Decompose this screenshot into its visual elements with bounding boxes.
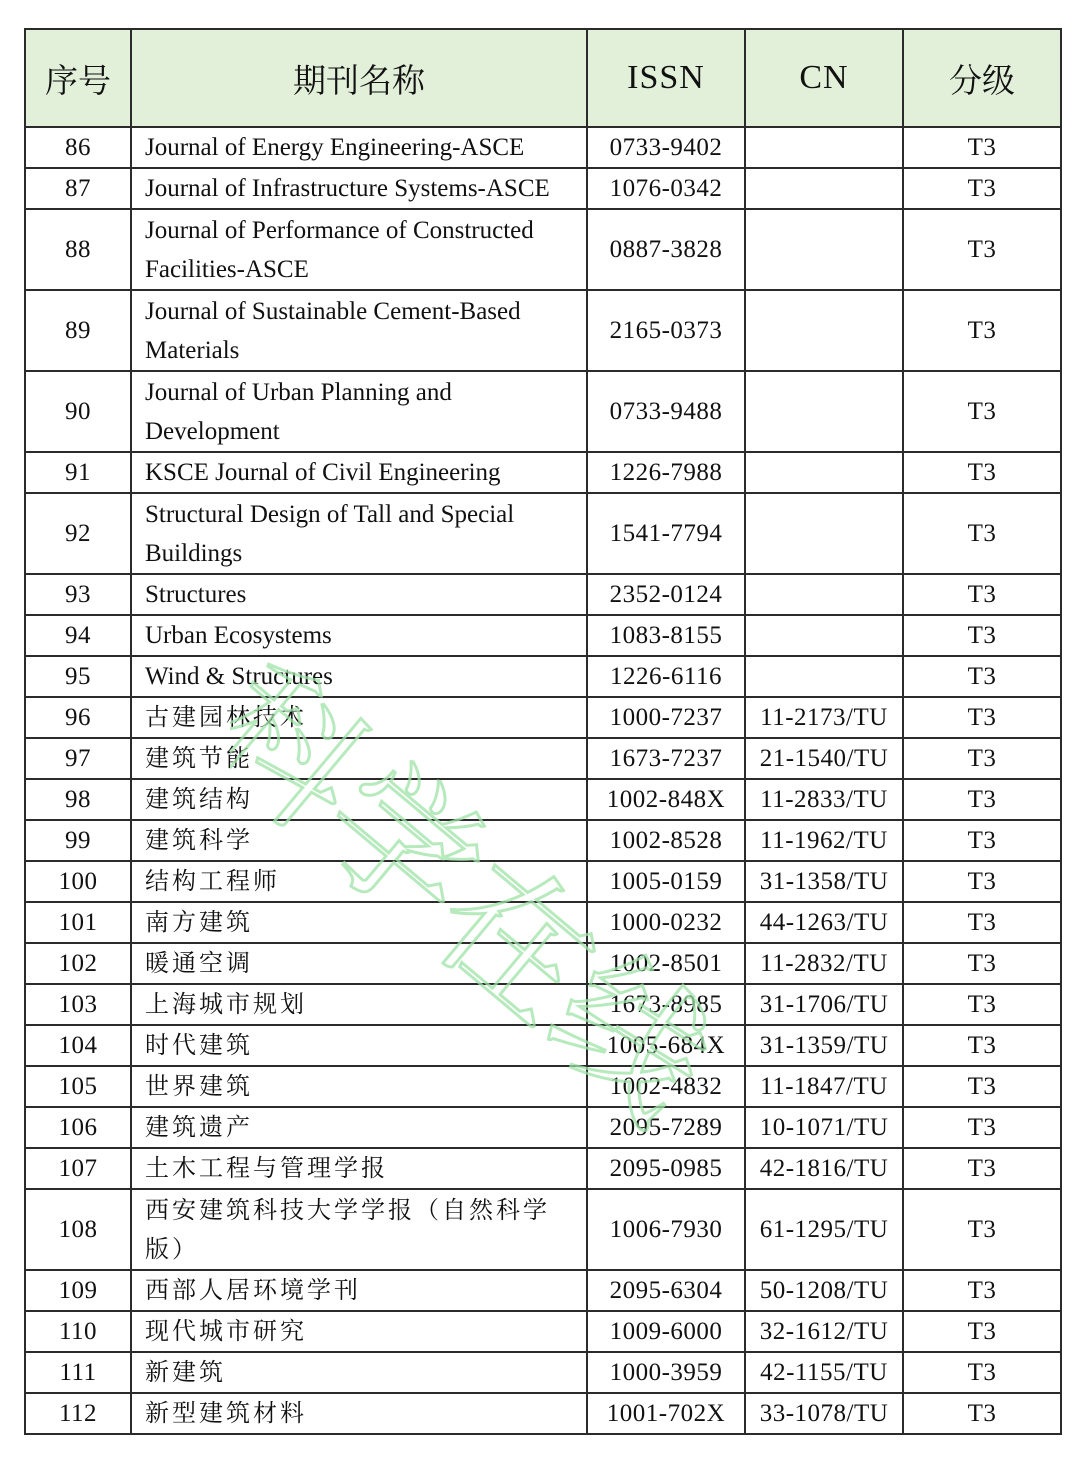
cell-serial-number: 88: [25, 209, 131, 290]
cell-issn: 1002-848X: [587, 779, 745, 820]
cell-issn: 1083-8155: [587, 615, 745, 656]
table-row: [25, 656, 1061, 697]
table-row: [25, 943, 1061, 984]
table-row: [25, 290, 1061, 371]
cell-issn: 1226-6116: [587, 656, 745, 697]
cell-issn: 1076-0342: [587, 168, 745, 209]
cell-serial-number: 97: [25, 738, 131, 779]
cell-tier: T3: [903, 984, 1061, 1025]
cell-tier: T3: [903, 779, 1061, 820]
table-row: [25, 371, 1061, 452]
cell-journal-name: Urban Ecosystems: [131, 615, 587, 656]
cell-serial-number: 98: [25, 779, 131, 820]
cell-issn: 0733-9488: [587, 371, 745, 452]
cell-tier: T3: [903, 943, 1061, 984]
table-row: [25, 615, 1061, 656]
cell-tier: T3: [903, 656, 1061, 697]
cell-issn: 2095-6304: [587, 1270, 745, 1311]
cell-tier: T3: [903, 861, 1061, 902]
cell-issn: 1005-684X: [587, 1025, 745, 1066]
cell-cn: 11-2833/TU: [745, 779, 903, 820]
header-issn: ISSN: [587, 29, 745, 127]
cell-serial-number: 100: [25, 861, 131, 902]
cell-cn: 42-1155/TU: [745, 1352, 903, 1393]
cell-cn: [745, 656, 903, 697]
table-row: [25, 127, 1061, 168]
cell-journal-name: 西部人居环境学刊: [131, 1270, 587, 1311]
cell-journal-name: 古建园林技术: [131, 697, 587, 738]
cell-issn: 2352-0124: [587, 574, 745, 615]
table-row: [25, 697, 1061, 738]
cell-issn: 1000-7237: [587, 697, 745, 738]
cell-cn: 31-1706/TU: [745, 984, 903, 1025]
cell-journal-name: 现代城市研究: [131, 1311, 587, 1352]
header-row: [25, 29, 1061, 127]
table-row: [25, 738, 1061, 779]
cell-tier: T3: [903, 1066, 1061, 1107]
cell-serial-number: 102: [25, 943, 131, 984]
cell-issn: 1000-0232: [587, 902, 745, 943]
journal-table: [24, 28, 1062, 1435]
cell-tier: T3: [903, 574, 1061, 615]
header-serial-number: 序号: [25, 29, 131, 127]
cell-journal-name: 新建筑: [131, 1352, 587, 1393]
header-cn: CN: [745, 29, 903, 127]
cell-serial-number: 104: [25, 1025, 131, 1066]
table-row: [25, 1107, 1061, 1148]
cell-cn: 31-1359/TU: [745, 1025, 903, 1066]
cell-serial-number: 112: [25, 1393, 131, 1434]
cell-tier: T3: [903, 820, 1061, 861]
cell-journal-name: 结构工程师: [131, 861, 587, 902]
table-row: [25, 820, 1061, 861]
cell-issn: 0733-9402: [587, 127, 745, 168]
table-row: [25, 452, 1061, 493]
cell-serial-number: 111: [25, 1352, 131, 1393]
journal-table-sheet: [24, 28, 1060, 1435]
cell-serial-number: 91: [25, 452, 131, 493]
cell-issn: 1541-7794: [587, 493, 745, 574]
cell-issn: 1002-8528: [587, 820, 745, 861]
cell-tier: T3: [903, 1352, 1061, 1393]
table-row: [25, 861, 1061, 902]
cell-tier: T3: [903, 452, 1061, 493]
cell-serial-number: 109: [25, 1270, 131, 1311]
table-row: [25, 902, 1061, 943]
table-row: [25, 493, 1061, 574]
table-row: [25, 1189, 1061, 1270]
cell-cn: [745, 168, 903, 209]
cell-tier: T3: [903, 1311, 1061, 1352]
cell-journal-name: 新型建筑材料: [131, 1393, 587, 1434]
cell-tier: T3: [903, 1148, 1061, 1189]
cell-issn: 1673-8985: [587, 984, 745, 1025]
table-row: [25, 574, 1061, 615]
cell-journal-name: Structural Design of Tall and Special Buildings: [131, 493, 587, 574]
cell-cn: 42-1816/TU: [745, 1148, 903, 1189]
cell-tier: T3: [903, 209, 1061, 290]
table-row: [25, 1352, 1061, 1393]
cell-cn: [745, 452, 903, 493]
cell-cn: [745, 290, 903, 371]
cell-tier: T3: [903, 738, 1061, 779]
cell-serial-number: 105: [25, 1066, 131, 1107]
table-row: [25, 168, 1061, 209]
cell-journal-name: Journal of Urban Planning and Development: [131, 371, 587, 452]
cell-issn: 1226-7988: [587, 452, 745, 493]
cell-journal-name: 南方建筑: [131, 902, 587, 943]
cell-cn: [745, 209, 903, 290]
cell-journal-name: 上海城市规划: [131, 984, 587, 1025]
cell-issn: 1002-8501: [587, 943, 745, 984]
cell-cn: [745, 615, 903, 656]
cell-tier: T3: [903, 493, 1061, 574]
cell-tier: T3: [903, 290, 1061, 371]
cell-serial-number: 106: [25, 1107, 131, 1148]
cell-serial-number: 94: [25, 615, 131, 656]
cell-journal-name: Structures: [131, 574, 587, 615]
cell-journal-name: 世界建筑: [131, 1066, 587, 1107]
cell-serial-number: 110: [25, 1311, 131, 1352]
cell-cn: 33-1078/TU: [745, 1393, 903, 1434]
cell-cn: [745, 574, 903, 615]
cell-tier: T3: [903, 1393, 1061, 1434]
cell-issn: 1000-3959: [587, 1352, 745, 1393]
cell-tier: T3: [903, 127, 1061, 168]
cell-serial-number: 87: [25, 168, 131, 209]
cell-cn: 61-1295/TU: [745, 1189, 903, 1270]
cell-cn: 31-1358/TU: [745, 861, 903, 902]
cell-issn: 2095-7289: [587, 1107, 745, 1148]
cell-serial-number: 92: [25, 493, 131, 574]
cell-issn: 1005-0159: [587, 861, 745, 902]
cell-cn: 32-1612/TU: [745, 1311, 903, 1352]
cell-cn: 44-1263/TU: [745, 902, 903, 943]
cell-tier: T3: [903, 615, 1061, 656]
cell-journal-name: 建筑节能: [131, 738, 587, 779]
cell-issn: 2165-0373: [587, 290, 745, 371]
table-row: [25, 1066, 1061, 1107]
table-row: [25, 984, 1061, 1025]
cell-journal-name: 暖通空调: [131, 943, 587, 984]
table-row: [25, 1270, 1061, 1311]
cell-cn: [745, 127, 903, 168]
watermark-text: 科学在线: [230, 634, 744, 1140]
table-body: [25, 127, 1061, 1434]
cell-journal-name: 时代建筑: [131, 1025, 587, 1066]
table-row: [25, 1148, 1061, 1189]
cell-serial-number: 99: [25, 820, 131, 861]
cell-journal-name: 建筑遗产: [131, 1107, 587, 1148]
cell-journal-name: 土木工程与管理学报: [131, 1148, 587, 1189]
cell-cn: 50-1208/TU: [745, 1270, 903, 1311]
cell-serial-number: 93: [25, 574, 131, 615]
cell-journal-name: Journal of Sustainable Cement-Based Materials: [131, 290, 587, 371]
cell-issn: 1002-4832: [587, 1066, 745, 1107]
cell-cn: 21-1540/TU: [745, 738, 903, 779]
cell-journal-name: 西安建筑科技大学学报（自然科学版）: [131, 1189, 587, 1270]
cell-cn: 11-2832/TU: [745, 943, 903, 984]
cell-serial-number: 90: [25, 371, 131, 452]
cell-journal-name: Journal of Infrastructure Systems-ASCE: [131, 168, 587, 209]
cell-serial-number: 95: [25, 656, 131, 697]
header-tier: 分级: [903, 29, 1061, 127]
cell-issn: 2095-0985: [587, 1148, 745, 1189]
cell-issn: 1001-702X: [587, 1393, 745, 1434]
cell-tier: T3: [903, 1270, 1061, 1311]
cell-issn: 1673-7237: [587, 738, 745, 779]
cell-cn: [745, 371, 903, 452]
cell-serial-number: 107: [25, 1148, 131, 1189]
table-row: [25, 1393, 1061, 1434]
cell-journal-name: 建筑结构: [131, 779, 587, 820]
cell-issn: 0887-3828: [587, 209, 745, 290]
cell-journal-name: 建筑科学: [131, 820, 587, 861]
table-row: [25, 1311, 1061, 1352]
cell-tier: T3: [903, 902, 1061, 943]
cell-journal-name: Wind & Structures: [131, 656, 587, 697]
cell-cn: 11-1847/TU: [745, 1066, 903, 1107]
cell-serial-number: 96: [25, 697, 131, 738]
cell-journal-name: KSCE Journal of Civil Engineering: [131, 452, 587, 493]
cell-serial-number: 89: [25, 290, 131, 371]
cell-tier: T3: [903, 371, 1061, 452]
cell-tier: T3: [903, 1107, 1061, 1148]
cell-cn: 11-1962/TU: [745, 820, 903, 861]
cell-tier: T3: [903, 1189, 1061, 1270]
cell-journal-name: Journal of Performance of Constructed Facilities-ASCE: [131, 209, 587, 290]
cell-serial-number: 86: [25, 127, 131, 168]
cell-cn: 11-2173/TU: [745, 697, 903, 738]
cell-journal-name: Journal of Energy Engineering-ASCE: [131, 127, 587, 168]
table-row: [25, 209, 1061, 290]
cell-tier: T3: [903, 168, 1061, 209]
table-header: [25, 29, 1061, 127]
cell-cn: 10-1071/TU: [745, 1107, 903, 1148]
cell-issn: 1006-7930: [587, 1189, 745, 1270]
cell-cn: [745, 493, 903, 574]
cell-issn: 1009-6000: [587, 1311, 745, 1352]
table-row: [25, 1025, 1061, 1066]
cell-serial-number: 108: [25, 1189, 131, 1270]
cell-tier: T3: [903, 697, 1061, 738]
table-row: [25, 779, 1061, 820]
cell-serial-number: 103: [25, 984, 131, 1025]
cell-serial-number: 101: [25, 902, 131, 943]
cell-tier: T3: [903, 1025, 1061, 1066]
header-journal-name: 期刊名称: [131, 29, 587, 127]
